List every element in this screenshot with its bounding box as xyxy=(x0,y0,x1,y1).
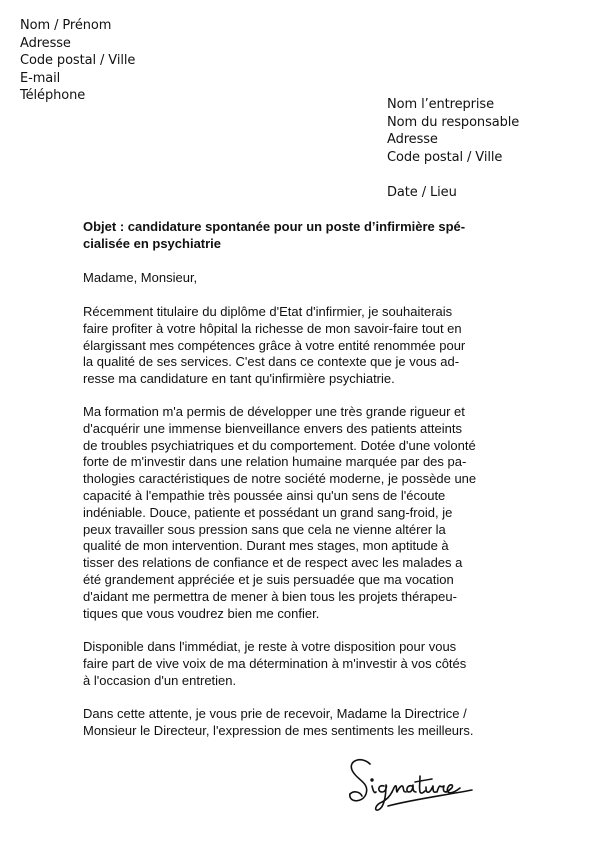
paragraph-line: faire part de vive voix de ma détermination à m'investir à vos côtés xyxy=(83,655,467,671)
paragraph-line: à l'occasion d'un entretien. xyxy=(83,672,237,688)
paragraph-line: été grandement appréciée et je suis persuadée que ma vocation xyxy=(83,571,454,587)
paragraph-line: d'acquérir une immense bienveillance envers des patients atteints xyxy=(83,420,462,436)
paragraph-line: resse ma candidature en tant qu'infirmière psychiatrie. xyxy=(83,371,395,387)
paragraph-line: qualité de mon intervention. Durant mes stages, mon aptitude à xyxy=(83,538,449,554)
paragraph-3 xyxy=(83,639,513,689)
paragraph-line: d'aidant me permettra de mener à bien tous les projets thérapeu- xyxy=(83,588,457,604)
sender-city: Code postal / Ville xyxy=(20,53,136,68)
paragraph-line: peux travailler sous pression sans que cela ne vienne altérer la xyxy=(83,521,446,537)
paragraph-line: de troubles psychiatriques et du comportement. Dotée d'une volonté xyxy=(83,437,476,453)
sender-block xyxy=(20,17,135,105)
recipient-address: Adresse xyxy=(387,132,438,147)
letter-subject xyxy=(83,218,513,252)
paragraph-line: la qualité de ses services. C'est dans ce contexte que je vous ad- xyxy=(83,354,460,370)
paragraph-line: capacité à l'empathie très poussée ainsi qu'un sens de l'écoute xyxy=(83,487,446,503)
handwritten-signature xyxy=(340,750,490,820)
paragraph-line: Disponible dans l'immédiat, je reste à votre disposition pour vous xyxy=(83,639,457,654)
paragraph-line: Récemment titulaire du diplôme d'Etat d'infirmier, je souhaiterais xyxy=(83,304,453,319)
paragraph-line: forte de m'investir dans une relation humaine marquée par des pa- xyxy=(83,454,467,470)
recipient-block xyxy=(387,96,519,201)
subject-line: Objet : candidature spontanée pour un poste d’infirmière spé- xyxy=(83,219,466,234)
signature-drawing xyxy=(340,750,490,820)
paragraph-line: Monsieur le Directeur, l'expression de mes sentiments les meilleurs. xyxy=(83,722,474,738)
paragraph-line: Ma formation m'a permis de développer une très grande rigueur et xyxy=(83,404,465,419)
recipient-city: Code postal / Ville xyxy=(387,149,503,165)
paragraph-2 xyxy=(83,404,513,622)
sender-phone: Téléphone xyxy=(20,88,86,103)
paragraph-line: thologies caractéristiques de notre société moderne, je possède une xyxy=(83,471,477,487)
salutation xyxy=(83,270,513,287)
sender-email: E-mail xyxy=(20,70,61,86)
sender-name: Nom / Prénom xyxy=(20,18,112,33)
paragraph-line: Dans cette attente, je vous prie de recevoir, Madame la Directrice / xyxy=(83,706,467,721)
paragraph-line: indéniable. Douce, patiente et possédant un grand sang-froid, je xyxy=(83,504,453,520)
paragraph-line: élargissant mes compétences grâce à votre entité renommée pour xyxy=(83,337,466,353)
paragraph-line: tiques que vous voudrez bien me confier. xyxy=(83,605,320,621)
date-place: Date / Lieu xyxy=(387,184,457,200)
paragraph-line: faire profiter à votre hôpital la richesse de mon savoir-faire tout en xyxy=(83,320,462,336)
recipient-manager: Nom du responsable xyxy=(387,114,520,130)
recipient-company: Nom l’entreprise xyxy=(387,97,494,112)
sender-address: Adresse xyxy=(20,35,71,51)
paragraph-1 xyxy=(83,304,513,388)
salutation-text: Madame, Monsieur, xyxy=(83,270,198,285)
subject-line: cialisée en psychiatrie xyxy=(83,236,222,251)
paragraph-line: tisser des relations de confiance et de respect avec les malades a xyxy=(83,555,463,571)
paragraph-4 xyxy=(83,706,513,740)
